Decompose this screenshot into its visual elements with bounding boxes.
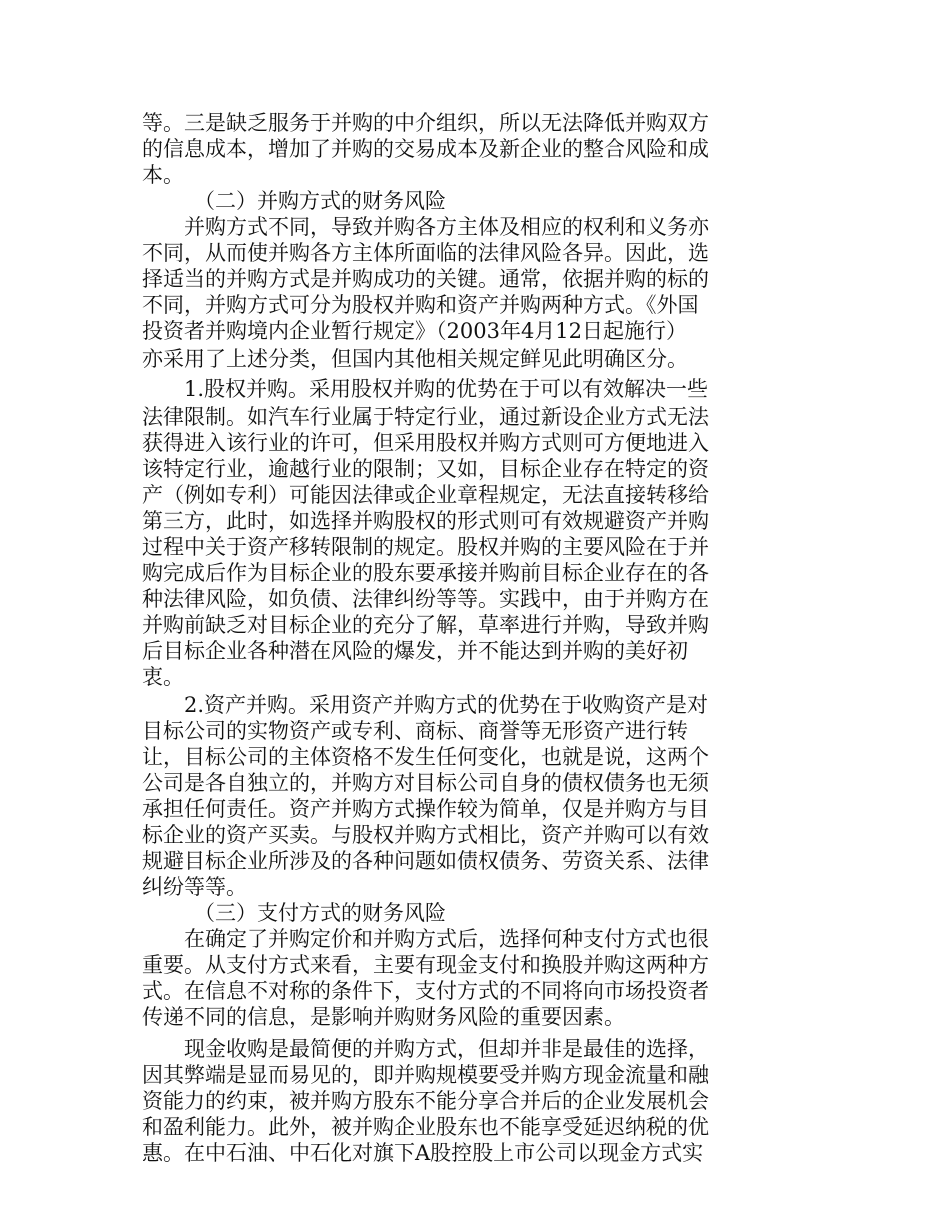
text-line: 本。 [142, 163, 184, 187]
text-line: 投资者并购境内企业暂行规定》（2003年4月12日起施行） [142, 319, 688, 343]
text-line: 不同，并购方式可分为股权并购和资产并购两种方式。《外国 [142, 293, 699, 317]
text-line: 1.股权并购。采用股权并购的优势在于可以有效解决一些 [184, 377, 709, 401]
section-heading: （二）并购方式的财务风险 [194, 189, 446, 213]
text-line: 衷。 [142, 665, 184, 689]
text-line: 种法律风险，如负债、法律纠纷等等。实践中，由于并购方在 [142, 587, 709, 611]
text-line: 亦采用了上述分类，但国内其他相关规定鲜见此明确区分。 [142, 347, 688, 371]
document-body [142, 110, 742, 1166]
text-line: 第三方，此时，如选择并购股权的形式则可有效规避资产并购 [142, 509, 709, 533]
text-line: 并购前缺乏对目标企业的充分了解，草率进行并购，导致并购 [142, 613, 709, 637]
text-line: 式。在信息不对称的条件下，支付方式的不同将向市场投资者 [142, 979, 709, 1003]
text-line: 法律限制。如汽车行业属于特定行业，通过新设企业方式无法 [142, 405, 709, 429]
text-line: 过程中关于资产移转限制的规定。股权并购的主要风险在于并 [142, 535, 709, 559]
text-line: 和盈利能力。此外，被并购企业股东也不能享受延迟纳税的优 [142, 1115, 709, 1139]
text-line: 购完成后作为目标企业的股东要承接并购前目标企业存在的各 [142, 561, 709, 585]
text-line: 目标公司的实物资产或专利、商标、商誉等无形资产进行转 [142, 719, 688, 743]
text-line: 纠纷等等。 [142, 875, 247, 899]
text-line: 择适当的并购方式是并购成功的关键。通常，依据并购的标的 [142, 267, 709, 291]
text-line: 惠。在中石油、中石化对旗下A股控股上市公司以现金方式实 [142, 1141, 704, 1165]
text-line: 因其弊端是显而易见的，即并购规模要受并购方现金流量和融 [142, 1063, 709, 1087]
text-line: 后目标企业各种潜在风险的爆发，并不能达到并购的美好初 [142, 639, 688, 663]
text-line: 现金收购是最简便的并购方式，但却并非是最佳的选择， [184, 1037, 709, 1061]
text-line: 2.资产并购。采用资产并购方式的优势在于收购资产是对 [184, 693, 709, 717]
text-line: 在确定了并购定价和并购方式后，选择何种支付方式也很 [184, 927, 709, 951]
text-line: 获得进入该行业的许可，但采用股权并购方式则可方便地进入 [142, 431, 709, 455]
text-line: 承担任何责任。资产并购方式操作较为简单，仅是并购方与目 [142, 797, 709, 821]
text-line: 产（例如专利）可能因法律或企业章程规定，无法直接转移给 [142, 483, 709, 507]
text-line: 资能力的约束，被并购方股东不能分享合并后的企业发展机会 [142, 1089, 709, 1113]
text-line: 公司是各自独立的，并购方对目标公司自身的债权债务也无须 [142, 771, 709, 795]
text-line: 该特定行业，逾越行业的限制；又如，目标企业存在特定的资 [142, 457, 709, 481]
section-heading: （三）支付方式的财务风险 [194, 901, 446, 925]
text-line: 不同，从而使并购各方主体所面临的法律风险各异。因此，选 [142, 241, 709, 265]
text-line: 让，目标公司的主体资格不发生任何变化，也就是说，这两个 [142, 745, 709, 769]
text-line: 标企业的资产买卖。与股权并购方式相比，资产并购可以有效 [142, 823, 709, 847]
text-line: 规避目标企业所涉及的各种问题如债权债务、劳资关系、法律 [142, 849, 709, 873]
text-line: 并购方式不同，导致并购各方主体及相应的权利和义务亦 [184, 215, 709, 239]
text-line: 等。三是缺乏服务于并购的中介组织，所以无法降低并购双方 [142, 111, 709, 135]
text-line: 的信息成本，增加了并购的交易成本及新企业的整合风险和成 [142, 137, 709, 161]
text-line: 传递不同的信息，是影响并购财务风险的重要因素。 [142, 1005, 625, 1029]
text-line: 重要。从支付方式来看，主要有现金支付和换股并购这两种方 [142, 953, 709, 977]
